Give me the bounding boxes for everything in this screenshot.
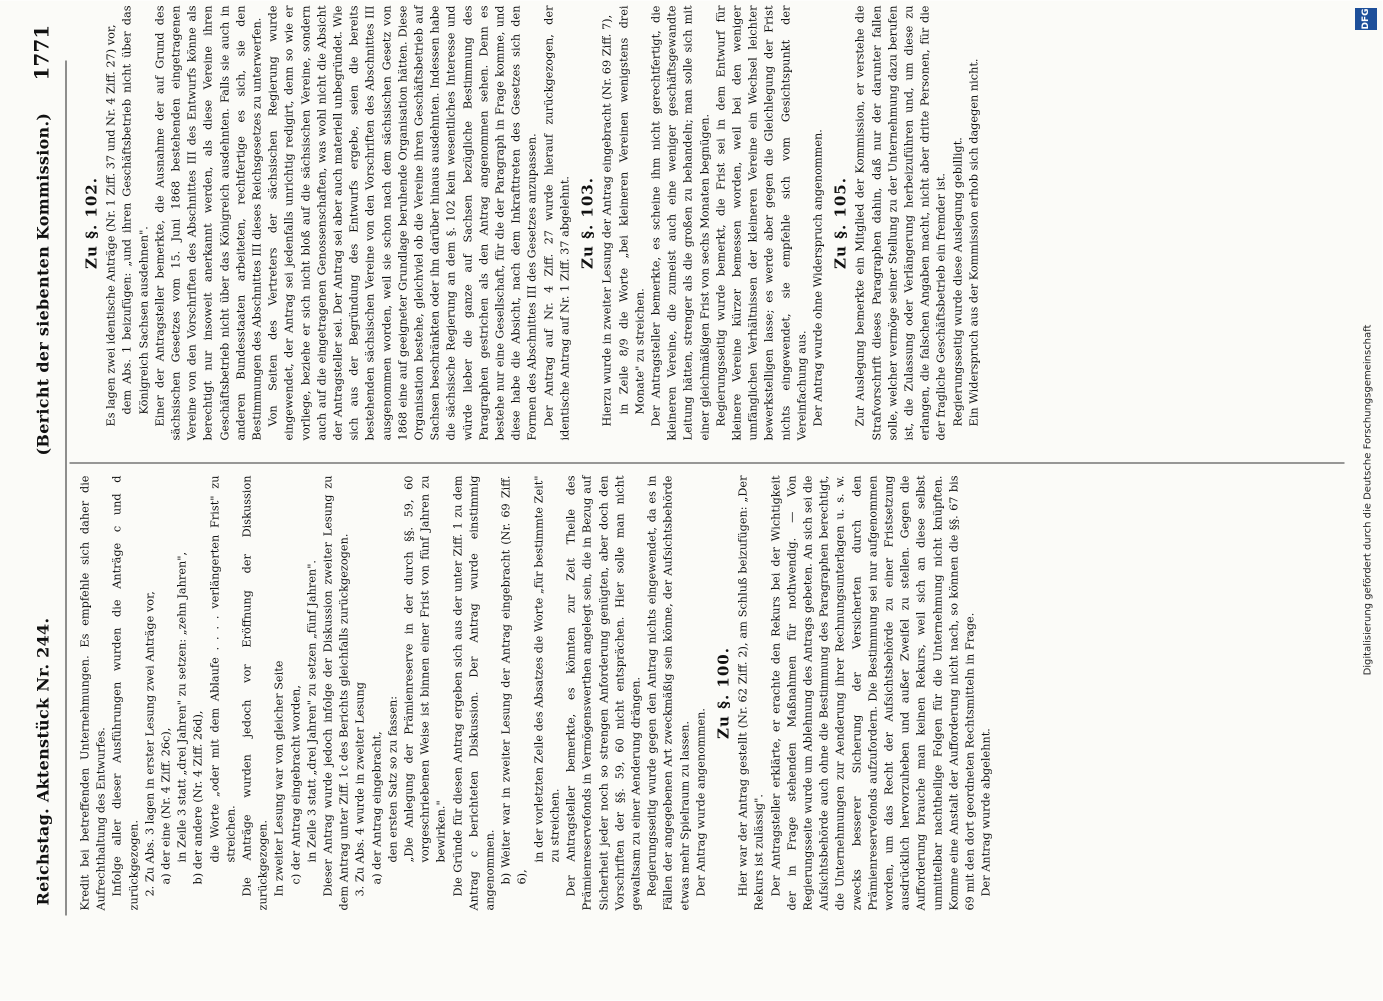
paragraph: Von Seiten des Vertreters der sächsischen Regierung wurde eingewendet, der Antrag sei jedenfalls unrichtig redigirt, denn so wie er vorliege, beziehe er sich nicht bloß auf die sächsischen Vereine, sondern auch auf die eingetragenen Genossenschaften, was wohl nicht die Absicht der Antragsteller sei. Der Antrag sei aber auch materiell unbegründet. Wie sich aus der Begründung des Entwurfs ergebe, seien die bereits bestehenden sächsischen Vereine von den Vorschriften des Abschnittes III ausgenommen worden, weil sie schon nach dem sächsischen Gesetz von 1868 eine auf geeigneter Grundlage beruhende Organisation hätten. Diese Organisation bestehe, gleichviel ob die Vereine ihren Geschäftsbetrieb auf Sachsen beschränkten oder ihn darüber hinaus ausdehnten. Indessen habe die sächsische Regierung an dem §. 102 kein wesentliches Interesse und würde lieber die ganze auf Sachsen bezügliche Bestimmung des Paragraphen gestrichen als den Antrag angenommen sehen. Denn es bestehe nur eine Gesellschaft, für die der Paragraph in Frage komme, und diese habe die Absicht, nach dem Inkrafttreten des Gesetzes sich den Formen des Abschnittes III des Gesetzes anzupassen. <box>266 5 539 441</box>
header-rule <box>66 61 67 916</box>
paragraph: in Zeile 3 statt „drei Jahren" zu setzen „fünf Jahren". <box>305 560 319 863</box>
section-heading: Zu §. 105. <box>831 177 850 269</box>
paragraph: dem Abs. 1 beizufügen: „und ihren Geschäftsbetrieb nicht über das Königreich Sachsen ausdehnen". <box>120 5 151 415</box>
paragraph: Hier war der Antrag gestellt (Nr. 62 Ziff. 2), am Schluß beizufügen: „Der Rekurs ist zulässig". <box>736 475 766 911</box>
paragraph: in Zeile 8/9 die Worte „bei kleineren Vereinen wenigstens drei Monate" zu streichen. <box>617 5 647 415</box>
paragraph: Die Anträge wurden jedoch vor Eröffnung der Diskussion zurückgezogen. <box>240 475 270 911</box>
paragraph: Die Gründe für diesen Antrag ergeben sich aus der unter Ziff. 1 zu dem Antrag c berichteten Diskussion. Der Antrag wurde einstimmig angenommen. <box>451 475 497 911</box>
quotation: „Die Anlegung der Prämienreserve in der durch §§. 59, 60 vorgeschriebenen Weise ist binnen einer Frist von fünf Jahren zu bewirken." <box>402 475 448 863</box>
paragraph: b) Weiter war in zweiter Lesung der Antrag eingebracht (Nr. 69 Ziff. 6), <box>499 475 529 885</box>
paragraph: b) der andere (Nr. 4 Ziff. 26d), <box>191 710 205 885</box>
paragraph: Regierungsseitig wurde gegen den Antrag nichts eingewendet, da es in Fällen der angegebenen Art zweckmäßig sein könne, der Aufsichtsbehörde etwas mehr Spielraum zu lassen. <box>645 475 692 911</box>
paragraph: In zweiter Lesung war von gleicher Seite <box>272 660 286 897</box>
paragraph: Der Antrag wurde ohne Widerspruch angenommen. <box>811 129 825 427</box>
running-header-right: (Bericht der siebenten Kommission.) <box>33 112 53 456</box>
section-heading: Zu §. 100. <box>714 647 733 739</box>
paragraph: Zur Auslegung bemerkte ein Mitglied der Kommission, er verstehe die Strafvorschrift dieses Paragraphen dahin, daß nur der darunter fallen solle, welcher vermöge seiner Stellung zu der Unternehmung dazu berufen ist, die Zulassung oder Verlängerung herbeizuführen und, um diese zu erlangen, die falschen Angaben macht, nicht aber dritte Personen, für die der fragliche Geschäftsbetrieb ein fremder ist. <box>853 5 948 441</box>
paragraph: Regierungsseitig wurde diese Auslegung gebilligt. <box>951 137 965 427</box>
paragraph: Es lagen zwei identische Anträge (Nr. 1 Ziff. 37 und Nr. 4 Ziff. 27) vor, <box>104 24 118 427</box>
paragraph: a) der Antrag eingebracht, <box>370 731 384 885</box>
dfg-logo: DFG <box>1355 8 1377 30</box>
paragraph: in Zeile 3 statt „drei Jahren" zu setzen: „zehn Jahren", <box>175 551 189 863</box>
paragraph: Der Antrag wurde angenommen. <box>694 707 708 897</box>
section-heading: Zu §. 103. <box>578 177 597 269</box>
running-header-left: Reichstag. Aktenstück Nr. 244. <box>33 617 53 906</box>
paragraph: Der Antrag auf Nr. 4 Ziff. 27 wurde hierauf zurückgezogen, der identische Antrag auf Nr. 1 Ziff. 37 abgelehnt. <box>542 5 572 441</box>
paragraph: die Worte „oder mit dem Ablaufe . . . . verlängerten Frist" zu streichen. <box>208 475 238 863</box>
paragraph: 2. Zu Abs. 3 lagen in erster Lesung zwei Anträge vor, <box>143 591 157 897</box>
paragraph: Regierungsseitig wurde bemerkt, die Frist sei in dem Entwurf für kleinere Vereine kürzer bemessen worden, weil bei den weniger umfänglichen Verhältnissen der kleineren Vereine ein Wechsel leichter bewerkstelligen lasse; es werde aber gegen die Gleichlegung der Frist nichts eingewendet, sie empfehle sich vom Gesichtspunkt der Vereinfachung aus. <box>714 5 809 441</box>
right-column <box>78 6 983 441</box>
paragraph: den ersten Satz so zu fassen: <box>386 695 400 863</box>
paragraph: Ein Widerspruch aus der Kommission erhob sich dagegen nicht. <box>967 58 981 427</box>
section-heading: Zu §. 102. <box>82 177 101 269</box>
digitization-credit: Digitalisierung gefördert durch die Deutsche Forschungsgemeinschaft <box>1362 324 1374 676</box>
paragraph: in der vorletzten Zeile des Absatzes die Worte „für bestimmte Zeit" zu streichen. <box>532 475 562 863</box>
document-page <box>0 1 1383 1001</box>
paragraph: Dieser Antrag wurde jedoch infolge der Diskussion zweiter Lesung zu dem Antrag unter Ziff. 1c des Berichts gleichfalls zurückgezogen. <box>321 475 351 911</box>
left-column <box>78 476 995 911</box>
paragraph: Kredit bei betreffenden Unternehmungen. Es empfehle sich daher die Aufrechthaltung des Entwurfes. <box>78 475 108 911</box>
paragraph: Der Antragsteller erklärte, er erachte den Rekurs bei der Wichtigkeit der in Frage stehenden Maßnahmen für nothwendig. — Von Regierungsseite wurde um Ablehnung des Antrags gebeten. An sich sei die Aufsichtsbehörde auch ohne die Bestimmung des Paragraphen berechtigt, die Unternehmungen zur Aenderung ihrer Rechnungsunterlagen u. s. w. zwecks besserer Sicherung der Versicherten durch den Prämienreservefonds aufzufordern. Die Bestimmung sei nur aufgenommen worden, um das Recht der Aufsichtsbehörde zu einer Fristsetzung ausdrücklich hervorzuheben und außer Zweifel zu stellen. Gegen die Aufforderung brauche man keinen Rekurs, weil sich an diese selbst unmittelbar nachtheilige Folgen für die Unternehmung nicht knüpften. Komme eine Anstalt der Aufforderung nicht nach, so können die §§. 67 bis 69 mit den dort geordneten Rechtsmitteln in Frage. <box>769 475 977 911</box>
paragraph: 3. Zu Abs. 4 wurde in zweiter Lesung <box>353 682 367 897</box>
paragraph: Der Antragsteller bemerkte, es könnten zur Zeit Theile des Prämienreservefonds in Vermögenswerthen angelegt sein, die in Bezug auf Sicherheit jeder noch so strengen Anforderung genügten, aber doch den Vorschriften der §§. 59, 60 nicht entsprächen. Hier solle man nicht gewaltsam zu einer Aenderung drängen. <box>564 475 643 911</box>
paragraph: Infolge aller dieser Ausführungen wurden die Anträge c und d zurückgezogen. <box>110 475 141 911</box>
paragraph: Hierzu wurde in zweiter Lesung der Antrag eingebracht (Nr. 69 Ziff. 7), <box>600 14 614 427</box>
paragraph: c) der Antrag eingebracht worden, <box>289 685 303 885</box>
paragraph: a) der eine (Nr. 4 Ziff. 26c), <box>159 727 173 885</box>
page-number: 1771 <box>29 24 54 81</box>
paragraph: Der Antrag wurde abgelehnt. <box>979 728 993 897</box>
paragraph: Einer der Antragsteller bemerkte, die Ausnahme der auf Grund des sächsischen Gesetzes vom 15. Juni 1868 bestehenden eingetragenen Vereine von den Vorschriften des Abschnittes III des Entwurfs könne als berechtigt nur insoweit anerkannt werden, als diese Vereine ihren Geschäftsbetrieb nicht über das Königreich ausdehnten. Falls sie auch in anderen Bundesstaaten arbeiteten, rechtfertige es sich, sie den Bestimmungen des Abschnittes III dieses Reichsgesetzes zu unterwerfen. <box>153 5 264 441</box>
paragraph: Der Antragsteller bemerkte, es scheine ihm nicht gerechtfertigt, die kleineren Vereine, die zumeist auch eine weniger geschäftsgewandte Leitung hätten, strenger als die großen zu behandeln; man solle sich mit einer gleichmäßigen Frist von sechs Monaten begnügen. <box>649 5 712 441</box>
column-divider <box>70 463 1345 464</box>
